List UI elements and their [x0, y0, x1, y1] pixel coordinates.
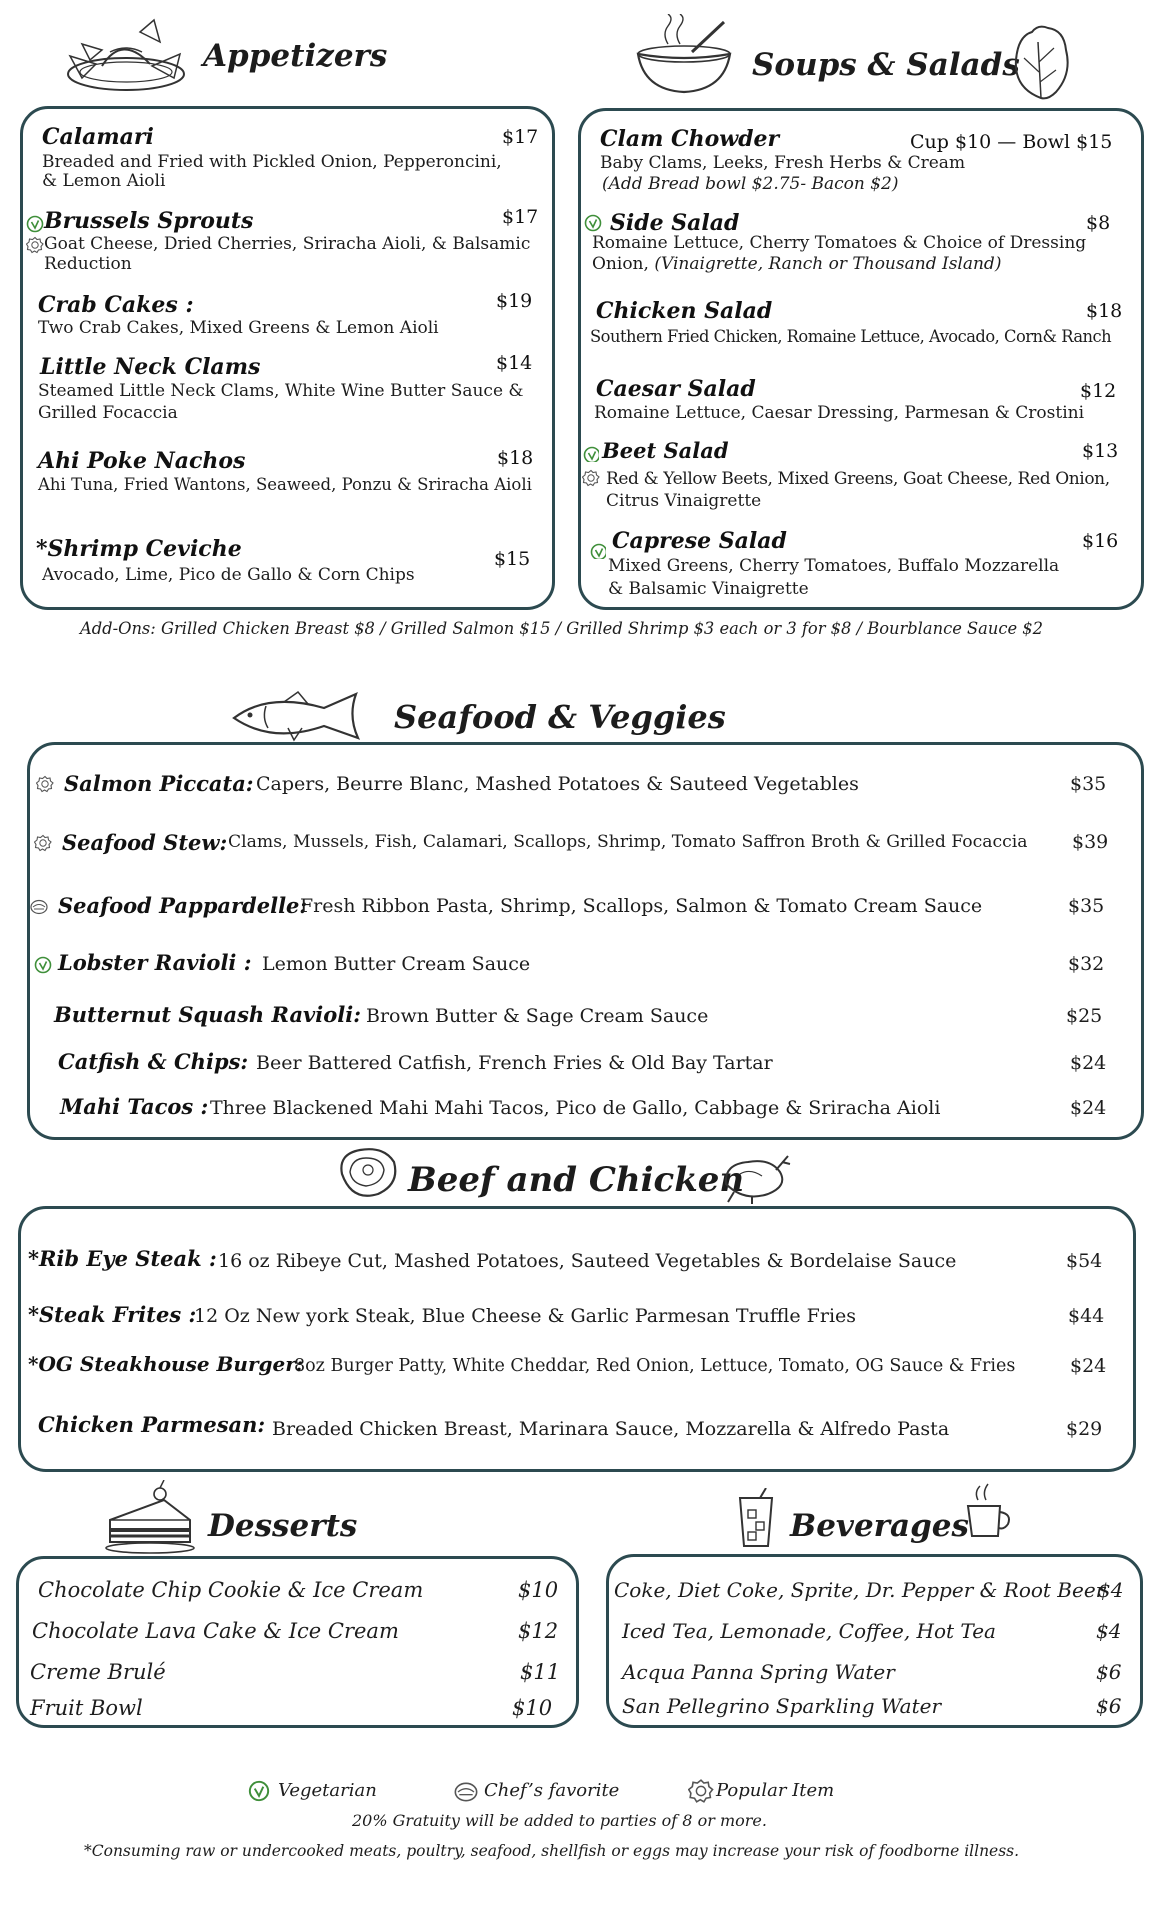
- menu-item-name: Butternut Squash Ravioli:: [54, 1002, 361, 1027]
- vegetarian-icon: [584, 214, 602, 232]
- menu-item-price: $24: [1070, 1097, 1107, 1119]
- menu-item-desc: 8oz Burger Patty, White Cheddar, Red Onion, Lettuce, Tomato, OG Sauce & Fries: [294, 1356, 1016, 1376]
- menu-item-desc: Mixed Greens, Cherry Tomatoes, Buffalo Mozzarella: [608, 556, 1060, 576]
- menu-item-desc: Breaded and Fried with Pickled Onion, Pepperoncini,: [42, 152, 502, 172]
- legend-popular-item: Popular Item: [716, 1780, 835, 1801]
- menu-item-name: Mahi Tacos :: [60, 1094, 209, 1119]
- menu-item-price: $44: [1068, 1305, 1105, 1327]
- desserts-title: Desserts: [208, 1508, 358, 1544]
- soups-salads-title: Soups & Salads: [752, 47, 1020, 83]
- menu-item-price: $10: [512, 1696, 553, 1720]
- menu-item-price: $39: [1072, 831, 1109, 853]
- menu-item-name: Salmon Piccata:: [64, 771, 254, 796]
- iced-drink-icon: [736, 1488, 776, 1548]
- popular-item-icon: [582, 469, 600, 487]
- menu-item-name: Crab Cakes :: [38, 292, 194, 318]
- menu-item-desc-line2: [592, 255, 1001, 274]
- menu-item-price: $16: [1082, 530, 1119, 552]
- menu-item-price: $17: [502, 206, 539, 228]
- menu-item-name: Chocolate Chip Cookie & Ice Cream: [38, 1578, 424, 1602]
- menu-item-name: Caprese Salad: [612, 528, 787, 554]
- menu-item-price: $18: [1086, 300, 1123, 322]
- menu-item-price: $12: [518, 1619, 559, 1643]
- menu-item-name: *Steak Frites :: [28, 1302, 197, 1327]
- menu-item-name: Clam Chowder: [600, 126, 780, 152]
- menu-item-desc: Two Crab Cakes, Mixed Greens & Lemon Aioli: [38, 318, 439, 338]
- menu-item-price: $32: [1068, 953, 1105, 975]
- menu-item-desc: Southern Fried Chicken, Romaine Lettuce, Avocado, Corn& Ranch: [590, 327, 1112, 346]
- menu-item-price: $24: [1070, 1355, 1107, 1377]
- menu-item-desc: (Vinaigrette, Ranch or Thousand Island): [654, 254, 1002, 274]
- menu-item-desc: Clams, Mussels, Fish, Calamari, Scallops, Shrimp, Tomato Saffron Broth & Grilled Focaccia: [228, 832, 1028, 852]
- menu-item-price: $4: [1098, 1578, 1124, 1602]
- menu-item-desc: Lemon Butter Cream Sauce: [262, 953, 531, 975]
- beverages-title: Beverages: [790, 1508, 969, 1544]
- menu-item-desc: Goat Cheese, Dried Cherries, Sriracha Aioli, & Balsamic: [44, 234, 531, 254]
- menu-item-name: Acqua Panna Spring Water: [622, 1660, 895, 1684]
- seafood-veggies-title: Seafood & Veggies: [394, 698, 726, 736]
- menu-item-name: San Pellegrino Sparkling Water: [622, 1694, 942, 1718]
- menu-item-price: $29: [1066, 1418, 1103, 1440]
- chef-favorite-icon: [452, 1780, 480, 1804]
- menu-item-name: Catfish & Chips:: [58, 1049, 249, 1074]
- menu-item-price: $35: [1070, 773, 1107, 795]
- vegetarian-icon: [590, 543, 606, 559]
- vegetarian-icon: [583, 446, 599, 462]
- menu-item-desc: Ahi Tuna, Fried Wantons, Seaweed, Ponzu & Sriracha Aioli: [38, 475, 532, 494]
- legend-chef-favorite: Chef’s favorite: [484, 1780, 620, 1801]
- menu-item-price: $8: [1086, 212, 1111, 234]
- fish-icon: [228, 688, 376, 744]
- menu-item-name: Ahi Poke Nachos: [38, 448, 246, 474]
- menu-item-name: Brussels Sprouts: [44, 208, 254, 234]
- menu-item-desc: Fresh Ribbon Pasta, Shrimp, Scallops, Salmon & Tomato Cream Sauce: [300, 895, 983, 917]
- menu-item-desc: Onion,: [592, 254, 655, 274]
- menu-item-name: Side Salad: [610, 210, 740, 236]
- menu-item-price: $4: [1096, 1619, 1122, 1643]
- menu-item-desc: Red & Yellow Beets, Mixed Greens, Goat Cheese, Red Onion,: [606, 469, 1110, 489]
- menu-item-name: Coke, Diet Coke, Sprite, Dr. Pepper & Root Beer: [614, 1578, 1106, 1602]
- seafood-veggies-box: [27, 742, 1144, 1140]
- soup-bowl-icon: [632, 14, 736, 98]
- menu-item-name: Lobster Ravioli :: [58, 950, 252, 975]
- menu-item-name: Iced Tea, Lemonade, Coffee, Hot Tea: [622, 1619, 996, 1643]
- chef-favorite-icon: [30, 898, 50, 916]
- menu-item-desc: Citrus Vinaigrette: [606, 491, 762, 511]
- menu-item-price: $18: [497, 447, 534, 469]
- menu-item-price: $15: [494, 548, 531, 570]
- cake-icon: [104, 1480, 196, 1554]
- popular-item-icon: [26, 236, 44, 254]
- menu-item-price: $17: [502, 126, 539, 148]
- lettuce-icon: [1008, 22, 1074, 102]
- menu-item-name: Chicken Parmesan:: [38, 1412, 266, 1437]
- menu-item-price: $11: [520, 1660, 561, 1684]
- menu-item-name: Beet Salad: [602, 438, 729, 463]
- menu-item-price: Cup $10 — Bowl $15: [910, 131, 1113, 153]
- menu-item-price: $14: [496, 352, 533, 374]
- menu-item-desc: Brown Butter & Sage Cream Sauce: [366, 1005, 709, 1027]
- menu-item-price: $19: [496, 290, 533, 312]
- menu-item-desc: Beer Battered Catfish, French Fries & Old Bay Tartar: [256, 1052, 773, 1074]
- foodborne-warning: *Consuming raw or undercooked meats, poultry, seafood, shellfish or eggs may increase your risk of foodborne illness.: [84, 1842, 1020, 1860]
- appetizers-title: Appetizers: [203, 38, 388, 74]
- menu-item-name: Fruit Bowl: [30, 1696, 143, 1720]
- menu-item-price: $10: [518, 1578, 559, 1602]
- menu-item-name: Little Neck Clams: [40, 354, 261, 380]
- popular-item-icon: [688, 1778, 714, 1804]
- menu-item-price: $24: [1070, 1052, 1107, 1074]
- roast-chicken-icon: [718, 1148, 794, 1204]
- menu-item-price: $13: [1082, 440, 1119, 462]
- menu-item-price: $12: [1080, 380, 1117, 402]
- menu-item-desc: Avocado, Lime, Pico de Gallo & Corn Chips: [42, 565, 415, 585]
- vegetarian-icon: [34, 956, 52, 974]
- popular-item-icon: [34, 834, 54, 854]
- menu-item-price: $35: [1068, 895, 1105, 917]
- steak-icon: [334, 1144, 400, 1202]
- coffee-cup-icon: [964, 1480, 1014, 1542]
- menu-item-name: Seafood Pappardelle:: [58, 893, 308, 918]
- menu-item-name: Calamari: [42, 124, 154, 150]
- menu-item-price: $6: [1096, 1694, 1122, 1718]
- popular-item-icon: [36, 775, 56, 795]
- gratuity-note: 20% Gratuity will be added to parties of 8 or more.: [352, 1811, 767, 1830]
- beef-chicken-title: Beef and Chicken: [408, 1160, 745, 1200]
- menu-item-desc: Steamed Little Neck Clams, White Wine Butter Sauce &: [38, 381, 524, 401]
- vegetarian-icon: [248, 1780, 270, 1802]
- menu-item-desc: Romaine Lettuce, Caesar Dressing, Parmesan & Crostini: [594, 403, 1085, 423]
- menu-item-name: *Shrimp Ceviche: [36, 536, 242, 562]
- menu-item-desc: Baby Clams, Leeks, Fresh Herbs & Cream: [600, 153, 966, 173]
- menu-item-name: Chicken Salad: [596, 298, 773, 324]
- menu-item-price: $6: [1096, 1660, 1122, 1684]
- addons-note: Add-Ons: Grilled Chicken Breast $8 / Grilled Salmon $15 / Grilled Shrimp $3 each or 3 for $8 / Bourblance Sauce $2: [80, 619, 1044, 638]
- menu-item-desc: Capers, Beurre Blanc, Mashed Potatoes & Sauteed Vegetables: [256, 773, 859, 795]
- menu-item-desc: 12 Oz New york Steak, Blue Cheese & Garlic Parmesan Truffle Fries: [194, 1305, 857, 1327]
- menu-item-name: Seafood Stew:: [62, 830, 228, 855]
- menu-item-name: Chocolate Lava Cake & Ice Cream: [32, 1619, 399, 1643]
- legend-vegetarian: Vegetarian: [278, 1780, 377, 1801]
- menu-item-price: $25: [1066, 1005, 1103, 1027]
- menu-item-desc: Grilled Focaccia: [38, 403, 178, 423]
- menu-item-name: *Rib Eye Steak :: [28, 1246, 217, 1271]
- menu-item-desc: & Lemon Aioli: [42, 171, 166, 191]
- menu-item-desc: Breaded Chicken Breast, Marinara Sauce, Mozzarella & Alfredo Pasta: [272, 1418, 950, 1440]
- nachos-icon: [62, 14, 190, 98]
- menu-item-desc: & Balsamic Vinaigrette: [608, 579, 809, 599]
- menu-item-desc: Romaine Lettuce, Cherry Tomatoes & Choice of Dressing: [592, 233, 1087, 253]
- menu-item-desc: 16 oz Ribeye Cut, Mashed Potatoes, Sauteed Vegetables & Bordelaise Sauce: [218, 1250, 957, 1272]
- vegetarian-icon: [26, 215, 44, 233]
- menu-item-name: Creme Brulé: [30, 1660, 166, 1684]
- menu-item-name: *OG Steakhouse Burger:: [28, 1352, 304, 1376]
- menu-item-desc: (Add Bread bowl $2.75- Bacon $2): [602, 174, 899, 194]
- menu-item-name: Caesar Salad: [596, 376, 756, 402]
- menu-item-price: $54: [1066, 1250, 1103, 1272]
- menu-item-desc: Reduction: [44, 254, 132, 274]
- menu-item-desc: Three Blackened Mahi Mahi Tacos, Pico de Gallo, Cabbage & Sriracha Aioli: [210, 1097, 941, 1119]
